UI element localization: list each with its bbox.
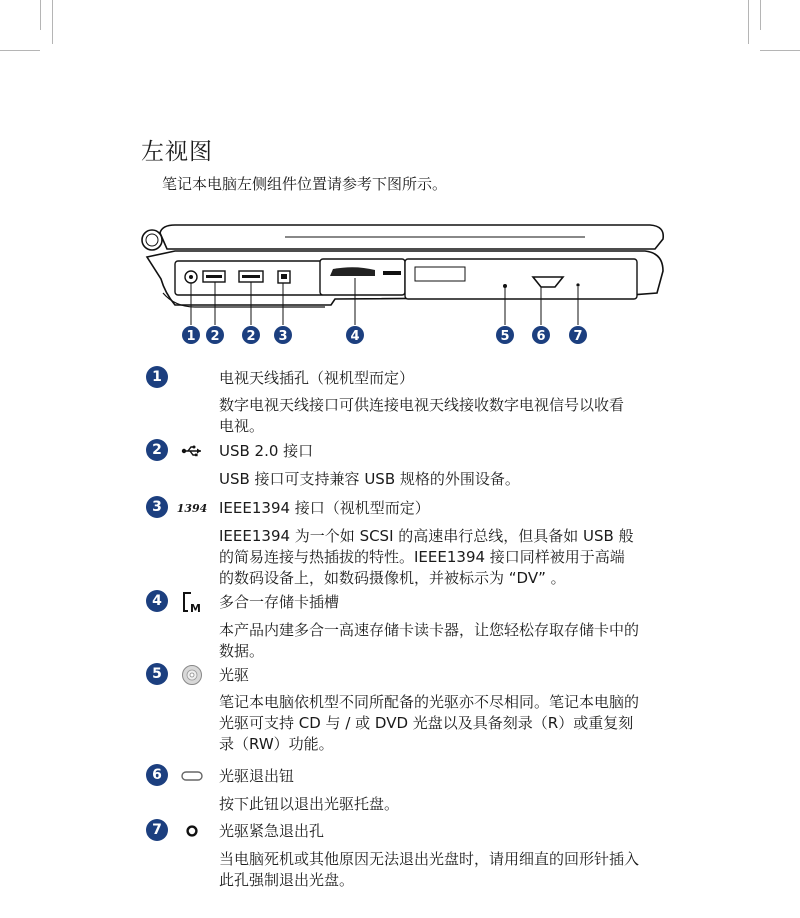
item-description bbox=[219, 692, 679, 755]
crop-mark bbox=[0, 50, 40, 51]
callout-number: 7 bbox=[573, 329, 583, 344]
emergency-eject-hole bbox=[576, 283, 579, 286]
optical-drive-led bbox=[503, 284, 507, 288]
crop-mark bbox=[748, 0, 749, 44]
item-number-badge: 6 bbox=[146, 764, 168, 786]
item-description bbox=[219, 469, 679, 490]
description-line: 的数码设备上，如数码摄像机，并被标示为 “DV” 。 bbox=[219, 569, 566, 587]
ieee1394-icon bbox=[178, 496, 206, 520]
item-heading: 多合一存储卡插槽 bbox=[219, 593, 340, 611]
optical-drive-label bbox=[415, 267, 465, 281]
item-number-badge: 7 bbox=[146, 819, 168, 841]
eject-button-icon bbox=[178, 764, 206, 788]
callout-number: 4 bbox=[350, 329, 360, 344]
emergency-eject-icon bbox=[178, 819, 206, 843]
page-title: 左视图 bbox=[141, 139, 213, 165]
item-heading: 光驱 bbox=[219, 666, 250, 684]
crop-mark bbox=[760, 0, 761, 30]
callout-number: 6 bbox=[536, 329, 546, 344]
callout-number: 3 bbox=[278, 329, 288, 344]
description-line: 录（RW）功能。 bbox=[219, 735, 334, 753]
description-line: 数据。 bbox=[219, 642, 265, 660]
callout-number: 2 bbox=[246, 329, 256, 344]
description-line: 的简易连接与热插拔的特性。IEEE1394 接口同样被用于高端 bbox=[219, 548, 625, 566]
item-number-badge: 5 bbox=[146, 663, 168, 685]
description-line: 当电脑死机或其他原因无法退出光盘时，请用细直的回形针插入 bbox=[219, 850, 640, 868]
crop-mark bbox=[52, 0, 53, 44]
item-heading: USB 2.0 接口 bbox=[219, 442, 314, 460]
description-line: 光驱可支持 CD 与 / 或 DVD 光盘以及具备刻录（R）或重复刻 bbox=[219, 714, 634, 732]
item-description bbox=[219, 794, 679, 815]
svg-text:M: M bbox=[190, 602, 201, 614]
callout-number: 5 bbox=[500, 329, 510, 344]
description-line: 本产品内建多合一高速存储卡读卡器，让您轻松存取存储卡中的 bbox=[219, 621, 640, 639]
ieee1394-icon-text: 1394 bbox=[176, 501, 208, 515]
item-number-badge: 1 bbox=[146, 366, 168, 388]
callout-number: 1 bbox=[186, 329, 196, 344]
hinge bbox=[142, 230, 162, 250]
callout-number: 2 bbox=[210, 329, 220, 344]
card-reader-panel bbox=[320, 259, 405, 295]
description-line: USB 接口可支持兼容 USB 规格的外围设备。 bbox=[219, 470, 520, 488]
diagram-callouts bbox=[182, 326, 587, 344]
item-heading: 电视天线插孔（视机型而定） bbox=[219, 369, 415, 387]
item-heading: 光驱紧急退出孔 bbox=[219, 822, 325, 840]
item-description bbox=[219, 395, 679, 437]
intro-text: 笔记本电脑左侧组件位置请参考下图所示。 bbox=[162, 175, 448, 193]
laptop-left-side-diagram bbox=[135, 213, 675, 348]
description-line: 此孔强制退出光盘。 bbox=[219, 871, 355, 889]
usb-icon bbox=[178, 439, 206, 463]
item-number-badge: 3 bbox=[146, 496, 168, 518]
description-line: 笔记本电脑依机型不同所配备的光驱亦不尽相同。笔记本电脑的 bbox=[219, 693, 640, 711]
memory-card-icon bbox=[176, 590, 204, 614]
item-description bbox=[219, 526, 679, 589]
item-description bbox=[219, 849, 679, 891]
item-number-badge: 4 bbox=[146, 590, 168, 612]
description-line: IEEE1394 为一个如 SCSI 的高速串行总线，但具备如 USB 般 bbox=[219, 527, 634, 545]
description-line: 按下此钮以退出光驱托盘。 bbox=[219, 795, 400, 813]
optical-disc-icon bbox=[178, 663, 206, 687]
crop-mark bbox=[760, 50, 800, 51]
item-description bbox=[219, 620, 679, 662]
item-heading: 光驱退出钮 bbox=[219, 767, 295, 785]
item-heading: IEEE1394 接口（视机型而定） bbox=[219, 499, 430, 517]
description-line: 电视。 bbox=[219, 417, 265, 435]
item-number-badge: 2 bbox=[146, 439, 168, 461]
description-line: 数字电视天线接口可供连接电视天线接收数字电视信号以收看 bbox=[219, 396, 625, 414]
crop-mark bbox=[40, 0, 41, 30]
